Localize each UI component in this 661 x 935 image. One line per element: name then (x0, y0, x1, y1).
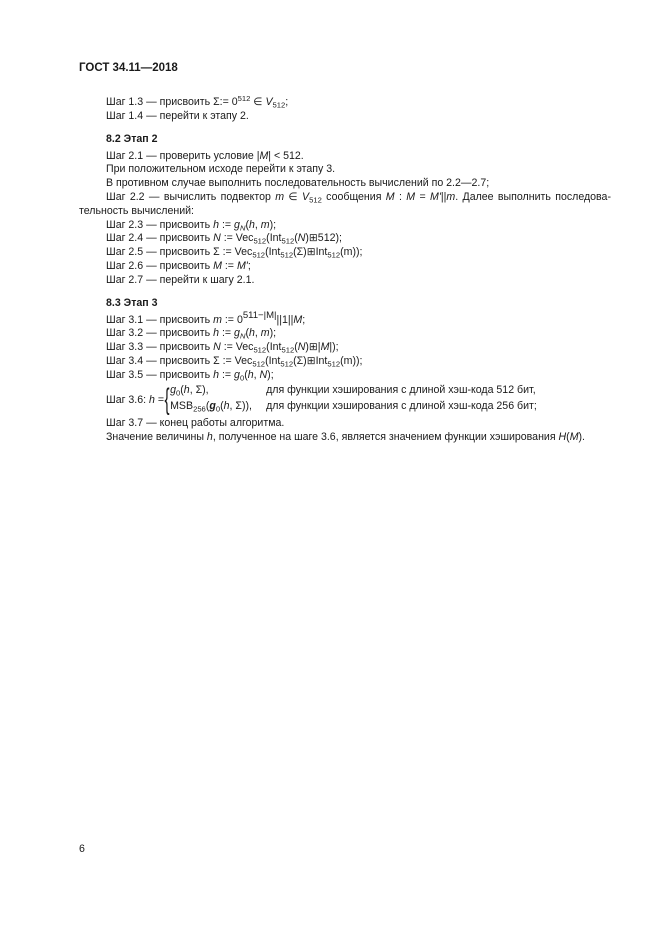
case-block (170, 384, 537, 416)
step-3-1: Шаг 3.1 — присвоить m := $0^{511-|M|}||1||M$; (106, 309, 306, 326)
step-2-4: Шаг 2.4 — присвоить N := Vec$_{512}$(Int$_{512}$(N)⊞512); (106, 232, 342, 246)
step-2-1: Шаг 2.1 — проверить условие |M| < 512. (106, 149, 304, 162)
step-3-5: Шаг 3.5 — присвоить h := $g_0(h$, N); (106, 368, 274, 383)
step-1-3: Шаг 1.3 — присвоить Σ:= $0^{512}$ ∈ $V_{512}$; (106, 93, 289, 110)
step-3-6: Шаг 3.6: h = { $g_0(h$, Σ), для функции хэширования с длиной хэш-кода 512 бит, $MSB_{256}(g_0(h$, Σ)), для функции хэширования с длиной хэш-кода 256 бит; (106, 383, 537, 417)
step-2-6: Шаг 2.6 — присвоить M := M'; (106, 259, 251, 272)
section-heading-8-3: 8.3 Этап 3 (106, 296, 158, 309)
case-256: $MSB_{256}(g_0(h$, Σ)), для функции хэширования с длиной хэш-кода 256 бит; (170, 400, 537, 415)
case-brace: { (164, 383, 170, 417)
step-3-4: Шаг 3.4 — присвоить Σ := Vec$_{512}$(Int$_{512}$(Σ)⊞Int$_{512}$(m)); (106, 354, 363, 369)
document-body (79, 93, 611, 445)
step-3-2: Шаг 3.2 — присвоить h := $g_N(h$, m); (106, 327, 277, 341)
step-3-3: Шаг 3.3 — присвоить N := Vec$_{512}$(Int$_{512}$(N)⊞|M|); (106, 341, 339, 355)
page-number: 6 (79, 843, 85, 855)
case-512: $g_0(h$, Σ), для функции хэширования с длиной хэш-кода 512 бит, (170, 384, 536, 399)
step-2-1-positive: При положительном исходе перейти к этапу 3. (106, 163, 336, 176)
final-statement: Значение величины h, полученное на шаге 3.6, является значением функции хэширования H(M). (106, 431, 586, 444)
section-heading-8-2: 8.2 Этап 2 (106, 132, 158, 145)
document-header: ГОСТ 34.11—2018 (79, 62, 178, 74)
step-2-1-negative: В противном случае выполнить последовательность вычислений по 2.2—2.7; (106, 177, 490, 190)
step-3-7: Шаг 3.7 — конец работы алгоритма. (106, 417, 285, 430)
step-2-7: Шаг 2.7 — перейти к шагу 2.1. (106, 273, 255, 286)
step-2-3: Шаг 2.3 — присвоить h := $g_N(h$, m); (106, 218, 277, 233)
step-2-5: Шаг 2.5 — присвоить Σ := Vec$_{512}$(Int$_{512}$(Σ)⊞Int$_{512}$(m)); (106, 246, 363, 260)
step-2-2: Шаг 2.2 — вычислить подвектор m ∈ $V_{512}$ сообщения M : M = M'||m. Далее выполнить последова-тельность вычислений: (79, 190, 611, 217)
step-1-4: Шаг 1.4 — перейти к этапу 2. (106, 109, 249, 122)
